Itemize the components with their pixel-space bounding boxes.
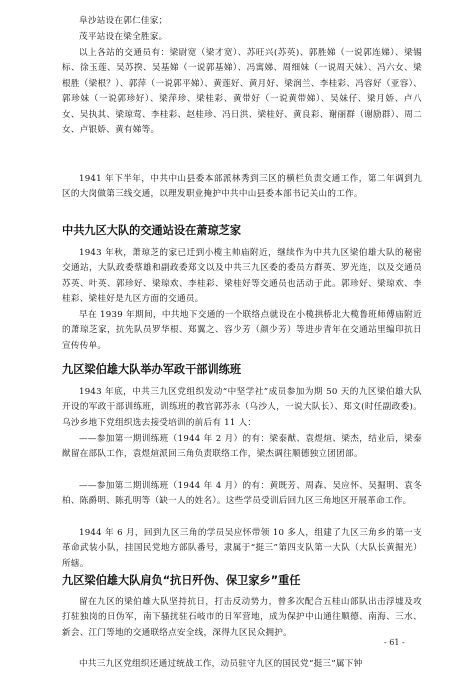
section-heading: 中共九区大队的交通站设在萧琼芝家	[62, 224, 242, 237]
paragraph: 1941 年下半年，中共中山县委本部派林秀到三区的横栏负责交通工作，第二年调到九区的大岗做第三线交通，以理发职业掩护中共中山县委本部书记关山的工作。	[62, 174, 422, 200]
paragraph: 留在九区的梁伯雄大队坚持抗日，打击反动势力，曾多次配合五桂山部队出击浮墟及攻打驻独岗的日伪军，南下骚扰驻石岐市的日军营地，成为保护中山通往顺德、南海、三水、新会、江门等地的交通联络点安全线，深得九区民众拥护。	[62, 597, 422, 638]
section-heading: 九区梁伯雄大队肩负“抗日歼伪、保卫家乡”重任	[62, 574, 301, 587]
paragraph: ——参加第一期训练班（1944 年 2 月）的有：梁泰猷、袁煜煊、梁杰，结业后，梁泰猷留在部队工作，袁煜煊派回三角负责联络工作，梁杰调往顺德独立团团部。	[62, 434, 422, 460]
paragraph: 中共三九区党组织还通过统战工作，动员驻守九区的国民党“挺三”属下钟	[79, 659, 363, 669]
paragraph: 早在 1939 年期间，中共地下交通的一个联络点就设在小榄拱桥北大榄鲁班师傅庙附近的萧琼芝家，抗先队员罗华根、郑翼之、容少芳（颜少芳）等进步青年在交通站里编印抗日宣传传单。	[62, 310, 422, 351]
paragraph: ——参加第二期训练班（1944 年 4 月）的有：黄既芳、周森、吴应怀、吴掘明、袁冬柏、陈爵明、陈孔明等（缺一人的姓名）。这些学员受训后回九区三角地区开展革命工作。	[62, 481, 422, 507]
paragraph: 1943 年底，中共三九区党组织发动“中坚学社”成员参加为期 50 天的九区梁伯雄大队开设的军政干部训练班，训练班的教官郭苏永（乌沙人，一说大队长）、郑文(时任副政委)。乌沙乡地下党组织选去接受培训的前后有 11 人：	[62, 387, 422, 428]
page-number: - 61 -	[384, 638, 405, 647]
paragraph: 茂平站设在梁全胜家。	[79, 32, 168, 42]
paragraph: 1943 年秋，萧琼芝的家已迁到小榄主帅庙附近，继续作为中共九区梁伯雄大队的秘密交通站，大队政委蔡雄和副政委郑文以及中共三九区委的委员方群英、罗光连，以及交通员苏英、叶英、郭珍好、梁琼欢、李桂彩、梁桂好等交通员也活动于此。郭珍好、梁琼欢、李桂彩、梁桂好是九区方面的交通员。	[62, 248, 422, 305]
paragraph: 阜沙站设在郭仁佳家；	[79, 16, 168, 26]
section-heading: 九区梁伯雄大队举办军政干部训练班	[62, 363, 242, 376]
paragraph: 1944 年 6 月，回到九区三角的学员吴应怀带领 10 多人，组建了九区三角乡的第一支革命武装小队，挂国民党地方部队番号，隶属于“挺三”第四支队第一大队（大队长黄掘光）所辖。	[62, 528, 422, 569]
paragraph: 以上各站的交通员有：梁尉宽（梁才宽）、苏旺兴(苏英)、郭胜娣（一说郭连娣）、梁锡标、徐玉莲、吴苏揆、吴基娣（一说郭基娣）、冯寓娣、周细妹（一说周天妹）、冯六女、梁根胜（梁根？）、郭萍（一说郭平娣）、黄莲好、黄月好、梁润兰、李桂彩、冯容好（亚容）、郭珍妹（一说郭珍好）、梁萍珍、梁桂彩、黄带好（一说黄带娣）、吴妹仔、梁月娇、卢八女、吴执其、梁琼莺、李桂彩、赵桂珍、冯日洪、梁桂好、黄良彩、谢丽群（谢励群）、周二女、卢银娇、黄有娣等。	[62, 48, 422, 136]
